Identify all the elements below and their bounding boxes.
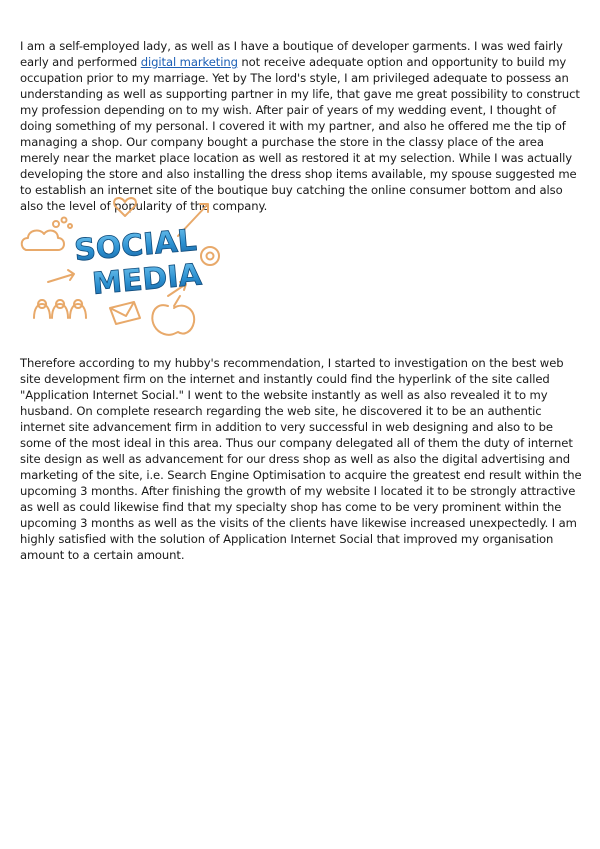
arrow-icon [48, 270, 74, 282]
envelope-icon [110, 302, 140, 324]
paragraph-2: Therefore according to my hubby's recommendation, I started to investigation on the best web site development firm on the internet and instantly could find the hyperlink of the site called "Application Internet Social." I went to the website instantly as well as also revealed it to my husband. On complete research regarding the web site, he discovered it to be an authentic internet site advancement firm in addition to very successful in web designing and also to be some of the most ideal in this area. Thus our company delegated all of them the duty of internet site design as well as advancement for our dress shop as well as also the digital advertising and marketing of the site, i.e. Search Engine Optimisation to acquire the greatest end result within the upcoming 3 months. After finishing the growth of my website I located it to be strongly attractive as well as could likewise find that my specialty shop has come to be very prominent within the upcoming 3 months as well as the visits of the clients have likewise increased unexpectedly. I am highly satisfied with the solution of Application Internet Social that improved my organisation amount to a certain amount. [20, 356, 582, 562]
digital-marketing-link[interactable]: digital marketing [140, 55, 238, 69]
social-media-illustration [18, 184, 228, 342]
paragraph-1-start: I am a self-employed lady, as well as I have a boutique of developer garments. I was wed fairly early and performed [20, 39, 563, 69]
bubble-icon [68, 224, 72, 228]
bubble-icon [62, 218, 67, 223]
heart-icon [114, 198, 136, 216]
media-word: MEDIA [90, 257, 204, 302]
people-icon [34, 300, 50, 318]
bubble-icon [53, 221, 59, 227]
social-word: SOCIAL [72, 223, 199, 269]
cloud-icon [22, 231, 64, 250]
apple-icon [152, 296, 194, 335]
paragraph-1-end: not receive adequate option and opportunity to build my occupation prior to my marriage. Yet by The lord's style, I am privileged adequate to possess an understanding as well as supporting partner in my life, that gave me great possibility to construct my profession depending on to my wish. After pair of years of my wedding event, I thought of doing something of my personal. I covered it with my partner, and also he offered me the tip of managing a shop. Our company bought a purchase the store in the classy place of the area merely near the market place location as well as restored it at my selection. While I was actually developing the store and also installing the dress shop items available, my spouse suggested me to establish an internet site of the boutique buy catching the online consumer bottom and also also the level of popularity of the company. [20, 55, 580, 213]
at-icon [201, 247, 219, 265]
